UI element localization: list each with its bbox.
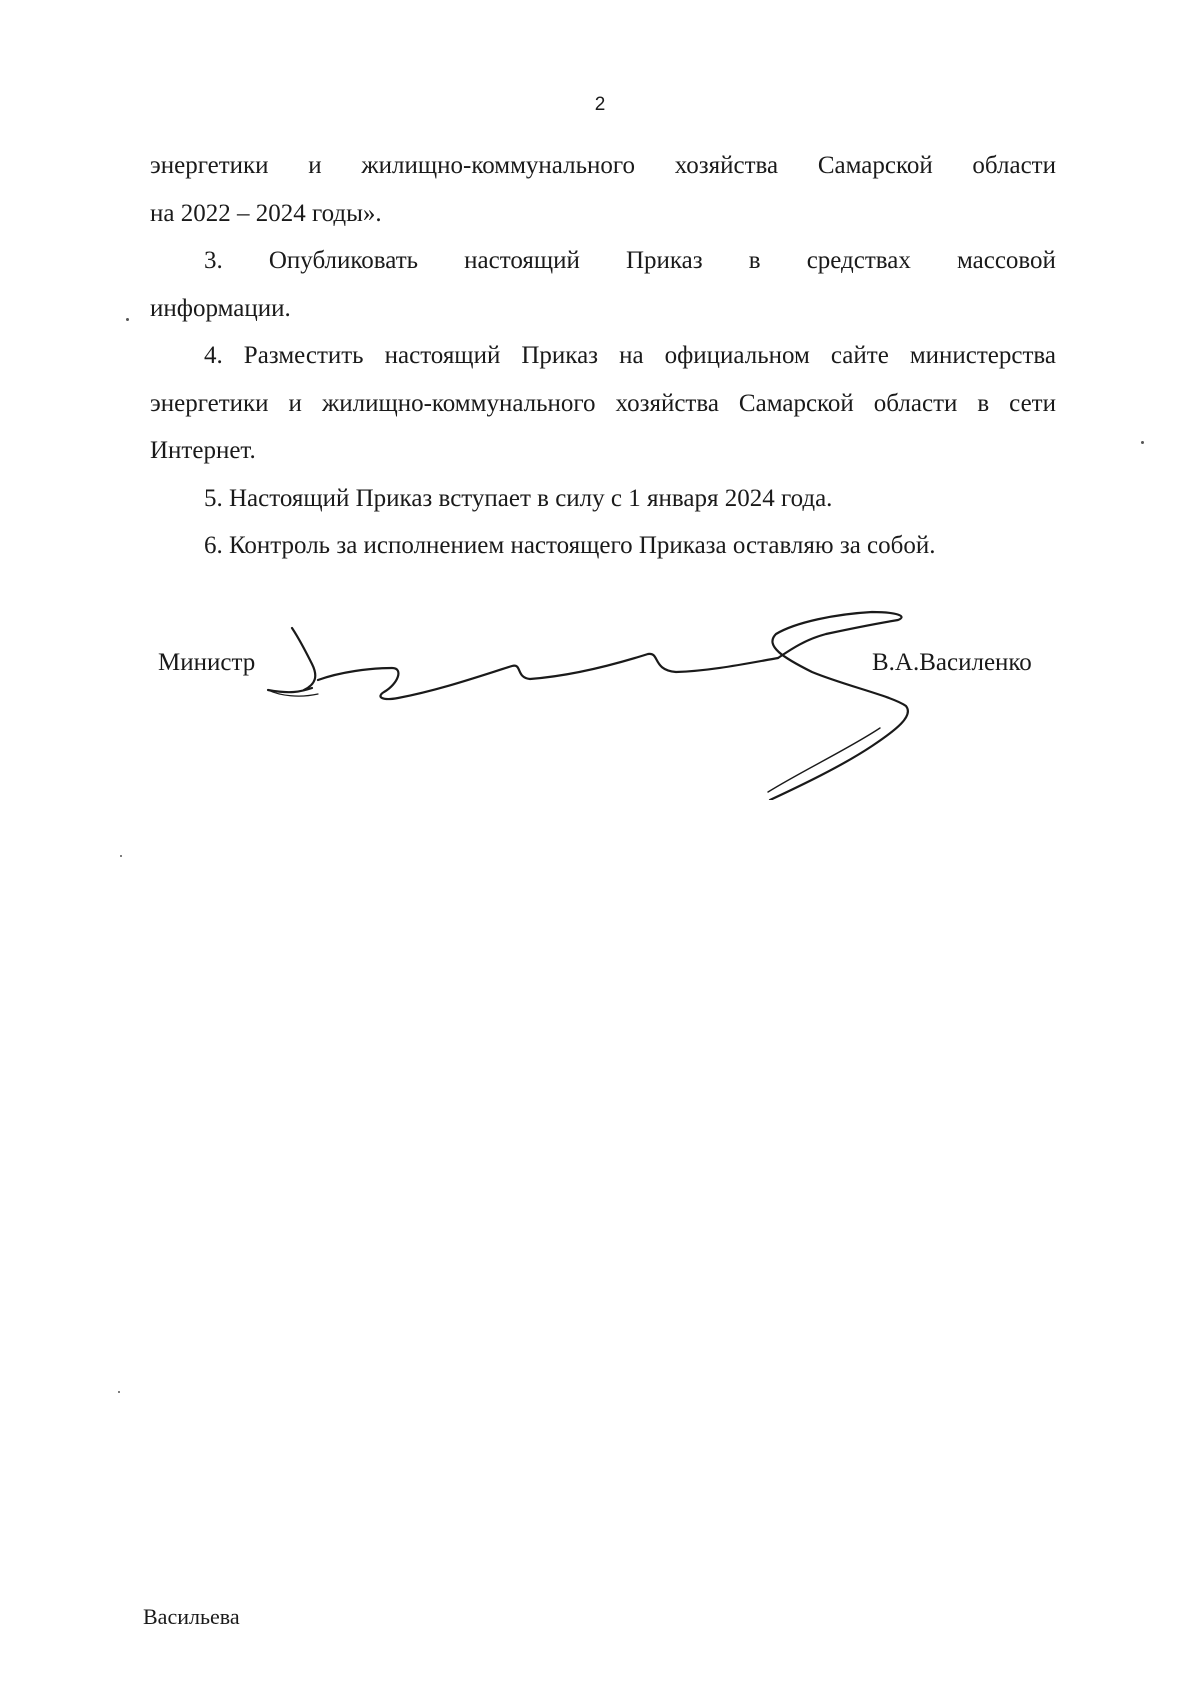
word: энергетики <box>150 152 269 179</box>
page-number: 2 <box>594 94 606 115</box>
scan-speck <box>1141 441 1144 444</box>
word: области <box>972 152 1056 179</box>
word: в <box>748 247 761 274</box>
scan-speck <box>126 318 129 321</box>
scan-speck <box>118 1391 120 1393</box>
scan-speck <box>120 855 122 857</box>
executor-name: Васильева <box>143 1604 240 1629</box>
paragraph-4: 4. Разместить настоящий Приказ на официальном сайте министерства энергетики и жилищно-коммунального хозяйства Самарской области в сети Интернет. <box>150 342 1056 464</box>
paragraph-3-line-1 <box>150 237 1056 285</box>
word: жилищно-коммунального <box>361 152 635 179</box>
word: Самарской <box>817 152 933 179</box>
word: средствах <box>806 247 911 274</box>
word: хозяйства <box>674 152 779 179</box>
signer-name: В.А.Василенко <box>872 649 1032 676</box>
document-body <box>150 142 1056 570</box>
paragraph-2-line-2: на 2022 – 2024 годы». <box>150 199 382 227</box>
paragraph-2-line-1 <box>150 142 1056 190</box>
word: массовой <box>956 247 1056 274</box>
word: и <box>308 152 322 179</box>
word: 3. <box>204 247 223 274</box>
word: Приказ <box>625 247 703 274</box>
signer-position: Министр <box>158 649 256 676</box>
paragraph-5: 5. Настоящий Приказ вступает в силу с 1 января 2024 года. <box>204 484 833 512</box>
paragraph-3-line-2: информации. <box>150 294 291 322</box>
word: настоящий <box>464 247 580 274</box>
word: Опубликовать <box>268 247 419 274</box>
paragraph-6: 6. Контроль за исполнением настоящего Приказа оставляю за собой. <box>204 532 936 559</box>
